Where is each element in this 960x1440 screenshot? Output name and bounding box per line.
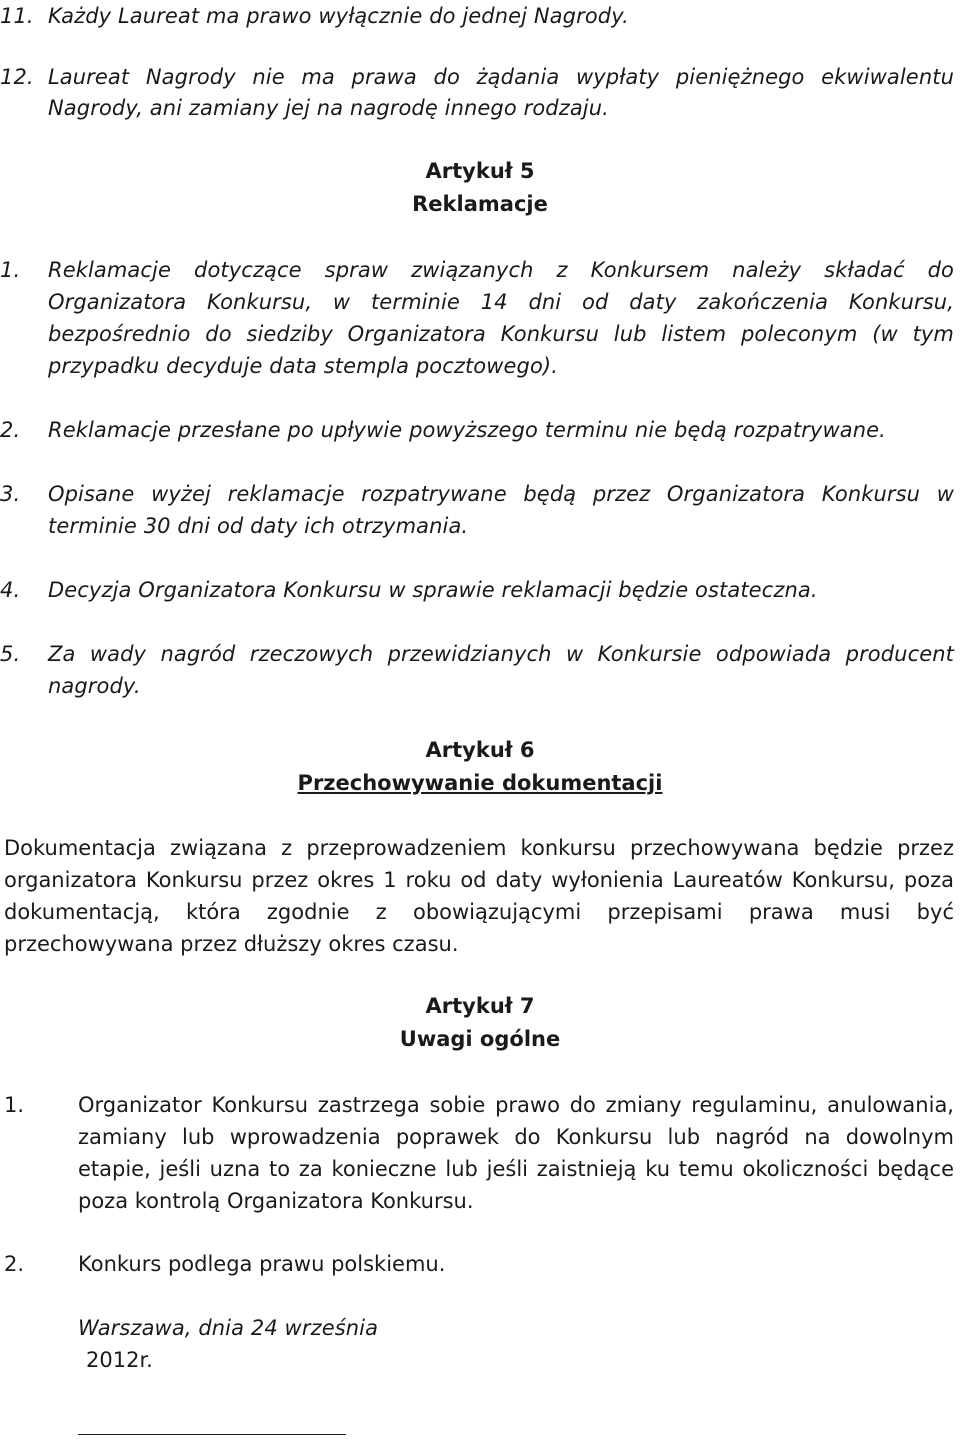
paragraph-number: 12. (0, 65, 34, 89)
paragraph-number: 5. (0, 642, 21, 666)
paragraph-text: nagrody. (48, 674, 141, 698)
paragraph-text: bezpośrednio do siedziby Organizatora Konkursu lub listem poleconym (w tym (48, 322, 954, 346)
paragraph-text: Za wady nagród rzeczowych przewidzianych w Konkursie odpowiada producent (48, 642, 954, 666)
year: 2012r. (86, 1348, 153, 1372)
signature-line (78, 1434, 346, 1435)
paragraph-text: przypadku decyduje data stempla pocztowego). (48, 354, 558, 378)
article-heading: Artykuł 6 (425, 738, 535, 762)
paragraph-text: Każdy Laureat ma prawo wyłącznie do jednej Nagrody. (48, 4, 629, 28)
paragraph-text: Dokumentacja związana z przeprowadzeniem konkursu przechowywana będzie przez (4, 836, 954, 860)
article-title: Reklamacje (412, 192, 548, 216)
paragraph-text: Reklamacje przesłane po upływie powyższego terminu nie będą rozpatrywane. (48, 418, 886, 442)
paragraph-number: 1. (0, 258, 21, 282)
article-title: Przechowywanie dokumentacji (297, 771, 663, 795)
place-date: Warszawa, dnia 24 września (78, 1316, 379, 1340)
paragraph-text: poza kontrolą Organizatora Konkursu. (78, 1189, 474, 1213)
paragraph-number: 11. (0, 4, 34, 28)
paragraph-text: Konkurs podlega prawu polskiemu. (78, 1252, 446, 1276)
paragraph-text: etapie, jeśli uzna to za konieczne lub jeśli zaistnieją ku temu okoliczności będące (78, 1157, 954, 1181)
paragraph-text: organizatora Konkursu przez okres 1 roku od daty wyłonienia Laureatów Konkursu, poza (4, 868, 954, 892)
paragraph-number: 1. (4, 1093, 25, 1117)
paragraph-text: Opisane wyżej reklamacje rozpatrywane będą przez Organizatora Konkursu w (48, 482, 954, 506)
paragraph-text: Reklamacje dotyczące spraw związanych z Konkursem należy składać do (48, 258, 954, 282)
article-title: Uwagi ogólne (399, 1027, 561, 1051)
paragraph-text: Laureat Nagrody nie ma prawa do żądania wypłaty pieniężnego ekwiwalentu (48, 65, 954, 89)
paragraph-text: przechowywana przez dłuższy okres czasu. (4, 932, 459, 956)
article-heading: Artykuł 5 (425, 159, 535, 183)
paragraph-text: Organizator Konkursu zastrzega sobie prawo do zmiany regulaminu, anulowania, (78, 1093, 954, 1117)
paragraph-text: zamiany lub wprowadzenia poprawek do Konkursu lub nagród na dowolnym (78, 1125, 954, 1149)
paragraph-text: terminie 30 dni od daty ich otrzymania. (48, 514, 469, 538)
paragraph-number: 3. (0, 482, 21, 506)
paragraph-number: 4. (0, 578, 21, 602)
paragraph-text: Nagrody, ani zamiany jej na nagrodę innego rodzaju. (48, 96, 609, 120)
paragraph-text: Organizatora Konkursu, w terminie 14 dni od daty zakończenia Konkursu, (48, 290, 954, 314)
paragraph-number: 2. (0, 418, 21, 442)
paragraph-text: dokumentacją, która zgodnie z obowiązującymi przepisami prawa musi być (4, 900, 954, 924)
paragraph-number: 2. (4, 1252, 25, 1276)
article-heading: Artykuł 7 (425, 994, 535, 1018)
paragraph-text: Decyzja Organizatora Konkursu w sprawie reklamacji będzie ostateczna. (48, 578, 818, 602)
